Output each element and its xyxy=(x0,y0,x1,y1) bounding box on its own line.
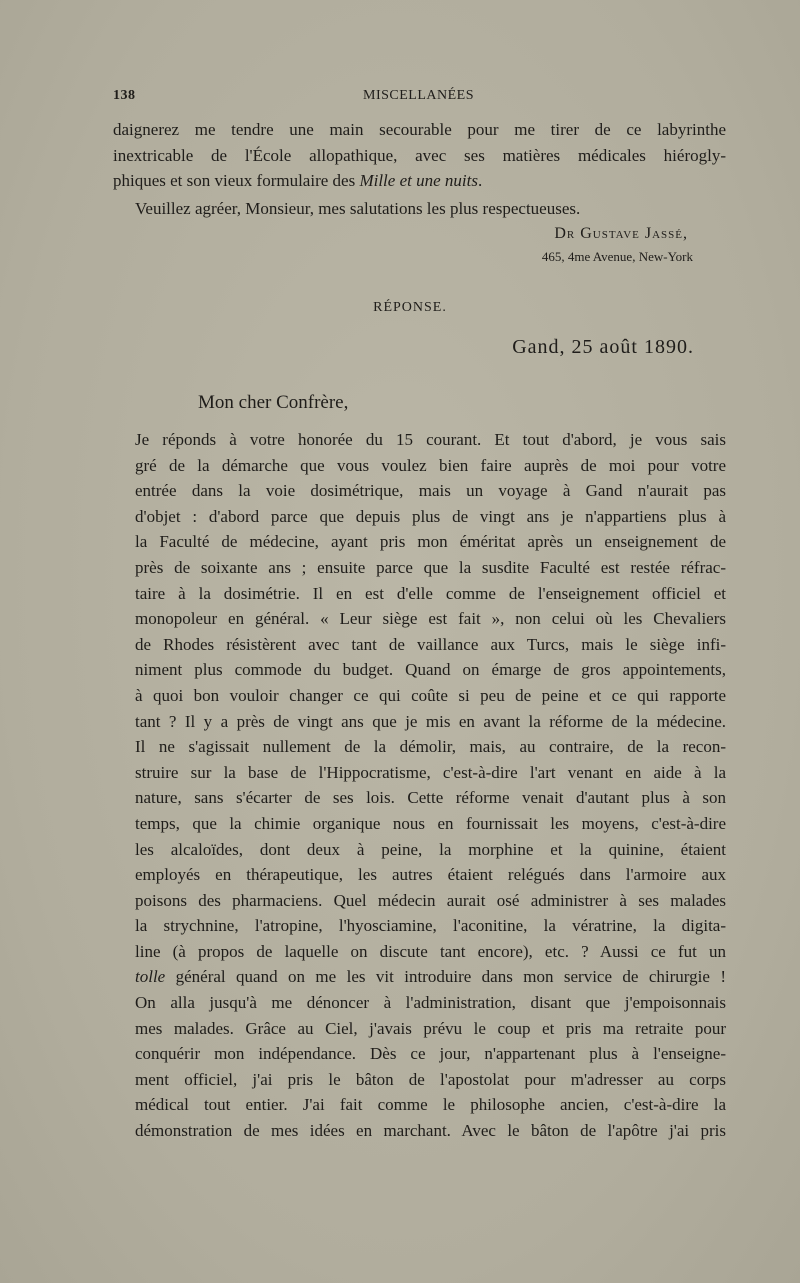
text-line: taire à la dosimétrie. Il en est d'elle comme de l'enseignement officiel et xyxy=(135,583,726,603)
text-line: tolle général quand on me les vit introduire dans mon service de chirurgie ! xyxy=(135,967,726,987)
text-line: daignerez me tendre une main secourable pour me tirer de ce labyrinthe xyxy=(113,120,726,139)
text-line: employés en thérapeutique, les autres étaient relégués dans l'armoire aux xyxy=(135,865,726,885)
letter-ending-paragraph xyxy=(113,117,726,194)
text-line: de Rhodes résistèrent avec tant de vaillance aux Turcs, mais le siège infi- xyxy=(135,634,726,654)
text-line: line (à propos de laquelle on discute tant encore), etc. ? Aussi ce fut un xyxy=(135,941,726,961)
closing-formula: Veuillez agréer, Monsieur, mes salutations les plus respectueuses. xyxy=(135,199,581,218)
letter-date: Gand, 25 août 1890. xyxy=(512,336,694,358)
text-line: temps, que la chimie organique nous en fournissait les moyens, c'est-à-dire xyxy=(135,813,726,833)
text-line: d'objet : d'abord parce que depuis plus de vingt ans je n'appartiens plus à xyxy=(135,506,726,526)
reply-body-paragraph xyxy=(113,427,726,1144)
text-line: monopoleur en général. « Leur siège est fait », non celui où les Chevaliers xyxy=(135,609,726,629)
text-line: mes malades. Grâce au Ciel, j'avais prévu le coup et pris ma retraite pour xyxy=(135,1018,726,1038)
text-line: gré de la démarche que vous voulez bien faire auprès de moi pour votre xyxy=(135,455,726,475)
page-number: 138 xyxy=(113,88,136,103)
signature-address: 465, 4me Avenue, New-York xyxy=(541,249,693,264)
italic-title: Mille et une nuits xyxy=(359,171,478,191)
italic-word: tolle xyxy=(135,967,166,987)
text-line: Je réponds à votre honorée du 15 courant. Et tout d'abord, je vous sais xyxy=(135,430,726,449)
text-line: la Faculté de médecine, ayant pris mon éméritat après un enseignement de xyxy=(135,532,726,552)
text-line: nature, sans s'écarter de ses lois. Cette réforme venait d'autant plus à son xyxy=(135,788,726,808)
text-line: conquérir mon indépendance. Dès ce jour, n'appartenant plus à l'enseigne- xyxy=(135,1044,726,1064)
text-line: struire sur la base de l'Hippocratisme, c'est-à-dire l'art venant en aide à la xyxy=(135,762,726,782)
text-line: ment officiel, j'ai pris le bâton de l'apostolat pour m'adresser au corps xyxy=(135,1069,726,1089)
text-line: les alcaloïdes, dont deux à peine, la morphine et la quinine, étaient xyxy=(135,839,726,859)
text-line: inextricable de l'École allopathique, avec ses matières médicales hiérogly- xyxy=(113,145,726,165)
text-line: On alla jusqu'à me dénoncer à l'administration, disant que j'empoisonnais xyxy=(135,993,726,1013)
text-line: niment plus commode du budget. Quand on émarge de gros appointements, xyxy=(135,660,726,680)
page-header xyxy=(113,88,726,110)
section-heading: RÉPONSE. xyxy=(373,300,447,315)
text-line: Il ne s'agissait nullement de la démolir, mais, au contraire, de la recon- xyxy=(135,737,726,757)
running-title: MISCELLANÉES xyxy=(363,88,474,103)
text-line: tant ? Il y a près de vingt ans que je mis en avant la réforme de la médecine. xyxy=(135,711,726,731)
text-line: démonstration de mes idées en marchant. Avec le bâton de l'apôtre j'ai pris xyxy=(135,1121,726,1141)
text-line: la strychnine, l'atropine, l'hyosciamine, l'aconitine, la vératrine, la digita- xyxy=(135,916,726,936)
salutation: Mon cher Confrère, xyxy=(198,392,349,413)
text-line: entrée dans la voie dosimétrique, mais un voyage à Gand n'aurait pas xyxy=(135,481,726,501)
text-line: à quoi bon vouloir changer ce qui coûte si peu de peine et ce qui rapporte xyxy=(135,685,726,705)
text-line: médical tout entier. J'ai fait comme le philosophe ancien, c'est-à-dire la xyxy=(135,1095,726,1115)
text-line: près de soixante ans ; ensuite parce que la susdite Faculté est restée réfrac- xyxy=(135,557,726,577)
text-line: poisons des pharmaciens. Quel médecin aurait osé administrer à ses malades xyxy=(135,890,726,910)
text-line: phiques et son vieux formulaire des Mille et une nuits. xyxy=(113,171,483,191)
signature: Dr Gustave Jassé, xyxy=(554,225,688,242)
